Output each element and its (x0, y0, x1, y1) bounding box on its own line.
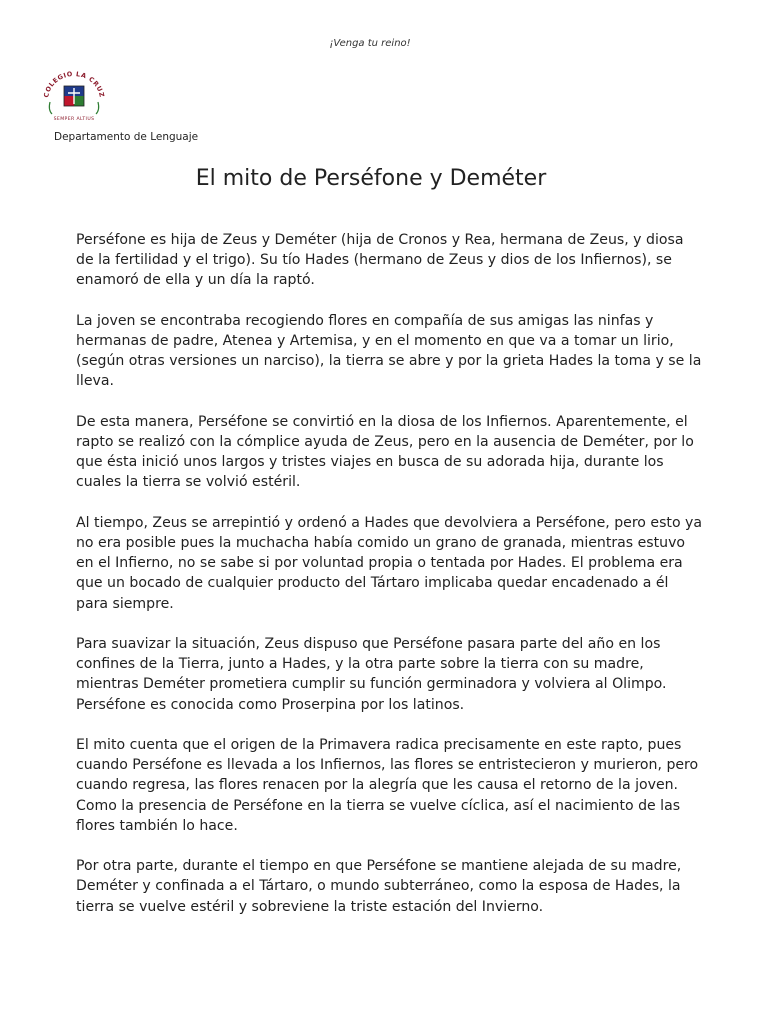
document-body (76, 230, 704, 937)
crest-shield-icon (64, 86, 84, 106)
paragraph-5: Para suavizar la situación, Zeus dispuso que Perséfone pasara parte del año en los confines de la Tierra, junto a Hades, y la otra parte sobre la tierra con su madre, mientras Deméter prometiera cumplir su función germinadora y volviera al Olimpo. Perséfone es conocida como Proserpina por los latinos. (76, 636, 667, 713)
paragraph-4: Al tiempo, Zeus se arrepintió y ordenó a Hades que devolviera a Perséfone, pero esto ya no era posible pues la muchacha había comido un grano de granada, mientras estuvo en el Infierno, no se sabe si por voluntad propia o tentada por Hades. El problema era que un bocado de cualquier producto del Tártaro implicaba quedar encadenado a él para siempre. (76, 514, 703, 612)
paragraph-3: De esta manera, Perséfone se convirtió en la diosa de los Infiernos. Aparentemente, el rapto se realizó con la cómplice ayuda de Zeus, pero en la ausencia de Deméter, por lo que ésta inició unos largos y tristes viajes en busca de su adorada hija, durante los cuales la tierra se volvió estéril. (76, 413, 694, 491)
paragraph-7: Por otra parte, durante el tiempo en que Perséfone se mantiene alejada de su madre, Deméter y confinada a el Tártaro, o mundo subterráneo, como la esposa de Hades, la tierra se vuelve estéril y sobreviene la triste estación del Invierno. (76, 858, 682, 915)
crest-ring-text-top: COLEGIO LA CRUZ (42, 70, 106, 99)
crest-ring-text-bottom: SEMPER ALTIUS (53, 117, 95, 122)
paragraph-2: La joven se encontraba recogiendo flores en compañía de sus amigas las ninfas y hermanas de padre, Atenea y Artemisa, y en el momento en que va a tomar un lirio, (según otras versiones un narciso), la tierra se abre y por la grieta Hades la toma y se la lleva. (76, 312, 702, 390)
paragraph-1: Perséfone es hija de Zeus y Deméter (hija de Cronos y Rea, hermana de Zeus, y diosa de la fertilidad y el trigo). Su tío Hades (hermano de Zeus y dios de los Infiernos), se enamoró de ella y un día la raptó. (76, 232, 684, 289)
paragraph-6: El mito cuenta que el origen de la Primavera radica precisamente en este rapto, pues cuando Perséfone es llevada a los Infiernos, las flores se entristecieron y murieron, pero cuando regresa, las flores renacen por la alegría que les causa el retorno de la joven. Como la presencia de Perséfone en la tierra se vuelve cíclica, así el nacimiento de las flores también lo hace. (76, 737, 699, 834)
department-label: Departamento de Lenguaje (54, 131, 199, 143)
page-title: El mito de Perséfone y Deméter (195, 166, 547, 191)
school-crest-logo (38, 70, 110, 124)
header-motto: ¡Venga tu reino! (329, 38, 411, 49)
